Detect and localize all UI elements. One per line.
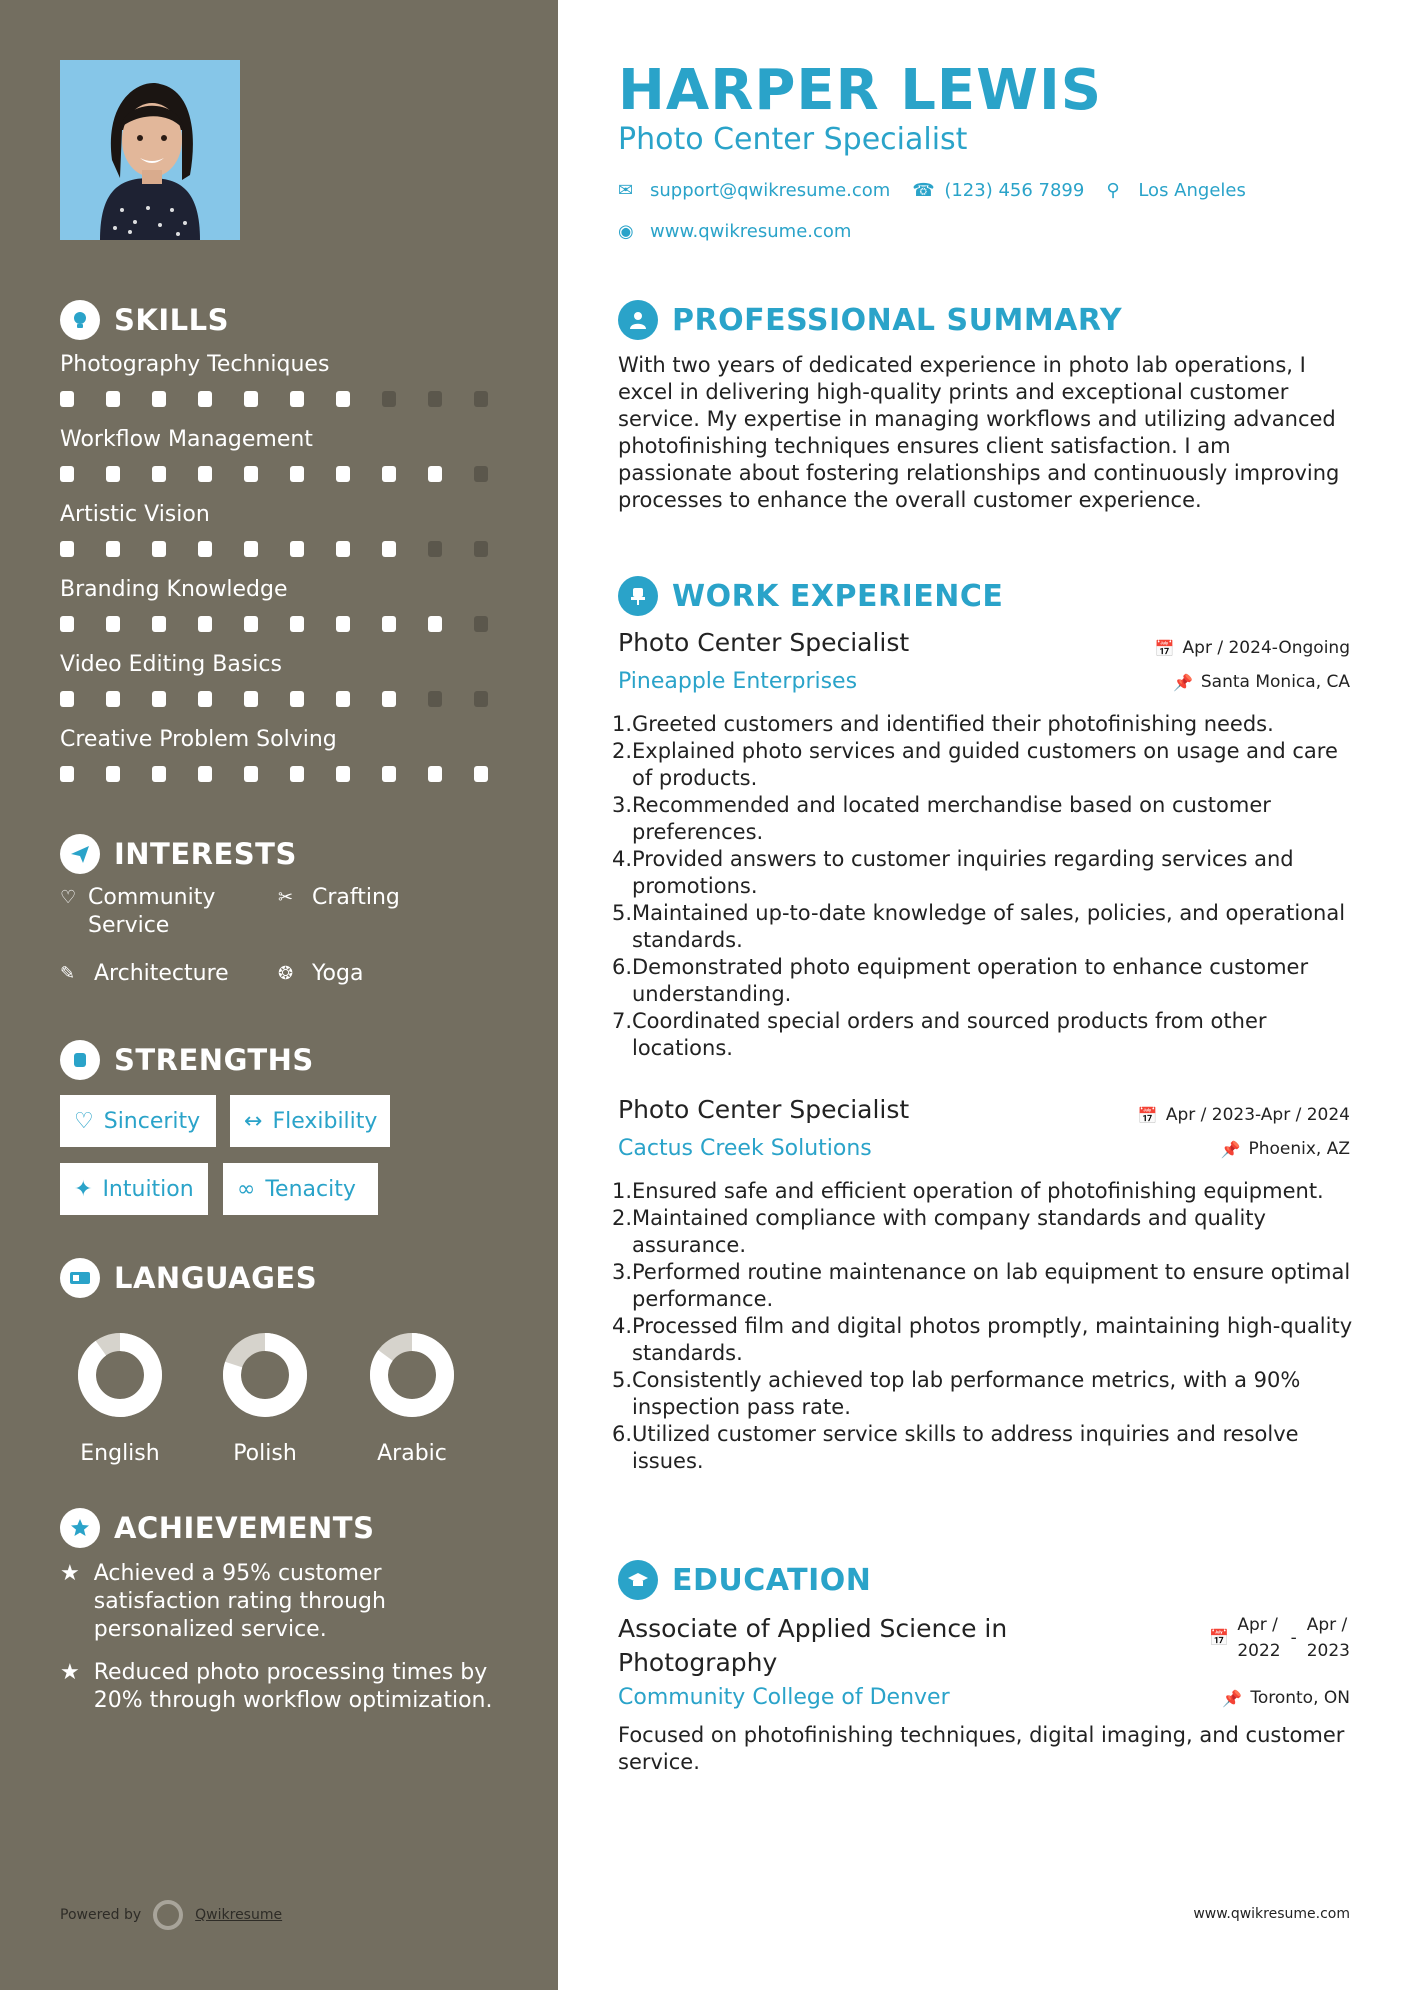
bullet-text: Recommended and located merchandise based on customer preferences. bbox=[632, 793, 1271, 844]
job-bullet bbox=[612, 1178, 1358, 1205]
achievement-item bbox=[60, 1659, 500, 1715]
website-row bbox=[618, 221, 851, 242]
strengths-header bbox=[60, 1040, 314, 1080]
paper-plane-icon bbox=[60, 834, 100, 874]
profile-photo bbox=[60, 60, 240, 240]
skill-dot bbox=[382, 541, 396, 557]
skill-dot bbox=[474, 466, 488, 482]
skill-name: Creative Problem Solving bbox=[60, 727, 337, 752]
skill-item bbox=[60, 652, 500, 707]
skill-dot bbox=[290, 691, 304, 707]
language-donut bbox=[362, 1325, 462, 1425]
shooting-star-icon: ★ bbox=[60, 1561, 80, 1586]
job-bullets bbox=[612, 1178, 1358, 1475]
school-name: Community College of Denver bbox=[618, 1685, 950, 1710]
interest-item bbox=[278, 960, 478, 988]
skill-item bbox=[60, 352, 500, 407]
job-location-text: Santa Monica, CA bbox=[1200, 672, 1350, 692]
language-donut bbox=[70, 1325, 170, 1425]
skill-dot bbox=[336, 616, 350, 632]
skill-dot bbox=[428, 691, 442, 707]
skill-dot bbox=[60, 616, 74, 632]
lightbulb-icon bbox=[60, 300, 100, 340]
skill-dot bbox=[244, 391, 258, 407]
job-role: Photo Center Specialist bbox=[618, 628, 910, 657]
bullet-number: 1. bbox=[612, 1179, 633, 1203]
skill-dot bbox=[198, 541, 212, 557]
job-dates-text: Apr / 2023-Apr / 2024 bbox=[1165, 1105, 1350, 1125]
education-date-start bbox=[1237, 1612, 1280, 1664]
achievement-text: Achieved a 95% customer satisfaction rating through personalized service. bbox=[93, 1561, 386, 1642]
skill-dot bbox=[290, 466, 304, 482]
skill-dot bbox=[428, 466, 442, 482]
strength-chip bbox=[60, 1095, 216, 1147]
office-chair-icon bbox=[618, 576, 658, 616]
language-name: Arabic bbox=[377, 1441, 447, 1466]
bullet-number: 6. bbox=[612, 955, 633, 979]
qwikresume-link[interactable]: Qwikresume bbox=[195, 1907, 283, 1923]
job-bullet bbox=[612, 792, 1358, 846]
job-bullet bbox=[612, 1259, 1358, 1313]
summary-title: PROFESSIONAL SUMMARY bbox=[672, 302, 1123, 338]
skill-dot bbox=[60, 541, 74, 557]
skill-dot bbox=[106, 616, 120, 632]
skills-header bbox=[60, 300, 229, 340]
skill-dot bbox=[152, 766, 166, 782]
calendar-icon: 📅 bbox=[1154, 638, 1175, 658]
strength-label: Sincerity bbox=[103, 1108, 201, 1134]
skill-dot bbox=[106, 391, 120, 407]
skill-dot bbox=[60, 391, 74, 407]
language-donut-fill bbox=[87, 1342, 153, 1408]
skill-dot bbox=[106, 691, 120, 707]
bullet-text: Greeted customers and identified their photofinishing needs. bbox=[632, 712, 1274, 736]
achievements-title: ACHIEVEMENTS bbox=[114, 1511, 375, 1545]
powered-by bbox=[60, 1900, 282, 1930]
skill-dot bbox=[198, 466, 212, 482]
education-title: EDUCATION bbox=[672, 1562, 872, 1598]
shooting-star-icon: ★ bbox=[60, 1660, 80, 1685]
bullet-number: 4. bbox=[612, 1314, 633, 1338]
skill-dot bbox=[152, 541, 166, 557]
skill-dot bbox=[474, 541, 488, 557]
skill-name: Workflow Management bbox=[60, 427, 313, 452]
bullet-number: 6. bbox=[612, 1422, 633, 1446]
skill-rating bbox=[60, 616, 500, 632]
strength-chip bbox=[223, 1163, 378, 1215]
strength-label: Intuition bbox=[102, 1176, 194, 1202]
job-dates bbox=[1138, 1105, 1350, 1125]
user-icon bbox=[618, 300, 658, 340]
job-bullet bbox=[612, 954, 1358, 1008]
skill-item bbox=[60, 577, 500, 632]
language-card-icon bbox=[60, 1258, 100, 1298]
skill-dot bbox=[198, 691, 212, 707]
powered-by-label: Powered by bbox=[60, 1907, 142, 1923]
job-location bbox=[1173, 672, 1350, 692]
skill-rating bbox=[60, 766, 500, 782]
map-pin-icon: ⚲ bbox=[1106, 180, 1120, 201]
skill-dot bbox=[336, 691, 350, 707]
strengths-title: STRENGTHS bbox=[114, 1043, 314, 1077]
language-donut bbox=[215, 1325, 315, 1425]
bullet-number: 2. bbox=[612, 739, 633, 763]
footer-url[interactable]: www.qwikresume.com bbox=[1193, 1906, 1350, 1922]
degree-title bbox=[618, 1612, 1007, 1680]
education-date-end bbox=[1307, 1612, 1350, 1664]
fist-icon bbox=[60, 1040, 100, 1080]
education-date-start-month: Apr / bbox=[1237, 1615, 1278, 1635]
skill-dot bbox=[474, 766, 488, 782]
strength-label: Flexibility bbox=[272, 1108, 378, 1134]
qwikresume-logo-icon bbox=[153, 1900, 183, 1930]
education-header bbox=[618, 1560, 871, 1600]
skill-dot bbox=[382, 391, 396, 407]
strength-chip bbox=[230, 1095, 390, 1147]
contact-location: Los Angeles bbox=[1138, 180, 1246, 201]
bullet-number: 5. bbox=[612, 1368, 633, 1392]
skill-dot bbox=[382, 616, 396, 632]
job-company: Pineapple Enterprises bbox=[618, 669, 858, 694]
skill-item bbox=[60, 727, 500, 782]
education-date-end-year: 2023 bbox=[1306, 1641, 1350, 1661]
bullet-text: Ensured safe and efficient operation of photofinishing equipment. bbox=[632, 1179, 1324, 1203]
bullet-number: 4. bbox=[612, 847, 633, 871]
language-item bbox=[60, 1325, 180, 1466]
language-item bbox=[205, 1325, 325, 1466]
strength-label: Tenacity bbox=[265, 1176, 356, 1202]
skill-dot bbox=[336, 541, 350, 557]
calendar-icon: 📅 bbox=[1137, 1105, 1158, 1125]
skill-dot bbox=[244, 541, 258, 557]
phone-icon: ☎ bbox=[912, 180, 935, 201]
languages-header bbox=[60, 1258, 317, 1298]
skill-dot bbox=[290, 391, 304, 407]
experience-title: WORK EXPERIENCE bbox=[672, 578, 1004, 614]
skills-title: SKILLS bbox=[114, 303, 229, 337]
bullet-text: Maintained compliance with company standards and quality assurance. bbox=[632, 1206, 1266, 1257]
job-bullet bbox=[612, 1367, 1358, 1421]
education-date-sep: - bbox=[1290, 1628, 1297, 1648]
skill-name: Video Editing Basics bbox=[60, 652, 282, 677]
education-dates bbox=[1209, 1612, 1350, 1664]
skill-dot bbox=[106, 541, 120, 557]
pin-icon: 📌 bbox=[1222, 1688, 1243, 1708]
job-bullet bbox=[612, 1205, 1358, 1259]
summary-header bbox=[618, 300, 1122, 340]
job-role: Photo Center Specialist bbox=[618, 1095, 910, 1124]
skill-rating bbox=[60, 391, 500, 407]
envelope-icon: ✉ bbox=[618, 180, 634, 201]
bullet-number: 2. bbox=[612, 1206, 633, 1230]
interest-item bbox=[60, 960, 260, 988]
interest-item bbox=[60, 884, 250, 940]
skill-dot bbox=[428, 766, 442, 782]
degree-line-1: Associate of Applied Science in bbox=[618, 1614, 1008, 1643]
interest-label: Community Service bbox=[88, 885, 216, 938]
contact-phone[interactable]: (123) 456 7899 bbox=[944, 180, 1085, 201]
contact-email[interactable]: support@qwikresume.com bbox=[650, 180, 891, 201]
skill-rating bbox=[60, 691, 500, 707]
skill-dot bbox=[290, 616, 304, 632]
skill-dot bbox=[60, 766, 74, 782]
skill-dot bbox=[336, 766, 350, 782]
candidate-name: HARPER LEWIS bbox=[618, 58, 1103, 123]
experience-header bbox=[618, 576, 1003, 616]
main-content bbox=[558, 0, 1407, 1990]
bullet-text: Demonstrated photo equipment operation to enhance customer understanding. bbox=[632, 955, 1309, 1006]
job-location-text: Phoenix, AZ bbox=[1248, 1139, 1350, 1159]
bullet-number: 3. bbox=[612, 1260, 633, 1284]
degree-line-2: Photography bbox=[618, 1648, 778, 1677]
skill-dot bbox=[290, 541, 304, 557]
education-date-start-year: 2022 bbox=[1237, 1641, 1281, 1661]
summary-text: With two years of dedicated experience in photo lab operations, I excel in delivering high-quality prints and exceptional customer service. My expertise in managing workflows and utilizing advanced photofinishing techniques ensures client satisfaction. I am passionate about fostering relationships and continuously improving processes to enhance the overall customer experience. bbox=[618, 353, 1340, 512]
job-bullet bbox=[612, 1008, 1358, 1062]
skill-dot bbox=[152, 616, 166, 632]
bullet-text: Utilized customer service skills to address inquiries and resolve issues. bbox=[632, 1422, 1299, 1473]
skill-dot bbox=[474, 616, 488, 632]
hands-icon: ♡ bbox=[60, 887, 77, 908]
education-location-text: Toronto, ON bbox=[1250, 1688, 1350, 1708]
job-bullet bbox=[612, 846, 1358, 900]
skill-dot bbox=[474, 391, 488, 407]
strength-chip bbox=[60, 1163, 208, 1215]
interest-item bbox=[278, 884, 478, 912]
skill-dot bbox=[428, 541, 442, 557]
bullet-text: Maintained up-to-date knowledge of sales, policies, and operational standards. bbox=[632, 901, 1346, 952]
job-bullet bbox=[612, 900, 1358, 954]
skill-dot bbox=[244, 766, 258, 782]
skill-dot bbox=[336, 466, 350, 482]
contact-website[interactable]: www.qwikresume.com bbox=[650, 221, 852, 242]
candidate-title: Photo Center Specialist bbox=[618, 122, 968, 157]
job-bullets bbox=[612, 711, 1358, 1062]
education-text: Focused on photofinishing techniques, digital imaging, and customer service. bbox=[618, 1723, 1345, 1774]
bullet-number: 5. bbox=[612, 901, 633, 925]
skill-dot bbox=[428, 391, 442, 407]
achievement-text: Reduced photo processing times by 20% through workflow optimization. bbox=[93, 1660, 493, 1713]
skill-dot bbox=[382, 766, 396, 782]
education-date-end-month: Apr / bbox=[1306, 1615, 1348, 1635]
interest-label: Crafting bbox=[312, 885, 400, 910]
job-company: Cactus Creek Solutions bbox=[618, 1136, 872, 1161]
bullet-number: 7. bbox=[612, 1009, 633, 1033]
job-location bbox=[1221, 1139, 1350, 1159]
job-bullet bbox=[612, 1313, 1358, 1367]
job-dates-text: Apr / 2024-Ongoing bbox=[1182, 638, 1350, 658]
education-location bbox=[1222, 1688, 1350, 1708]
skill-dot bbox=[244, 691, 258, 707]
contact-row bbox=[618, 180, 1246, 201]
skill-dot bbox=[60, 466, 74, 482]
ruler-pencil-icon: ✎ bbox=[60, 963, 76, 984]
lifebuoy-icon: ❂ bbox=[278, 963, 294, 984]
interests-title: INTERESTS bbox=[114, 837, 297, 871]
bullet-number: 3. bbox=[612, 793, 633, 817]
bullet-text: Processed film and digital photos promptly, maintaining high-quality standards. bbox=[632, 1314, 1353, 1365]
sidebar bbox=[0, 0, 558, 1990]
bullet-text: Coordinated special orders and sourced products from other locations. bbox=[632, 1009, 1267, 1060]
calendar-icon: 📅 bbox=[1209, 1628, 1230, 1647]
skill-dot bbox=[382, 466, 396, 482]
language-item bbox=[352, 1325, 472, 1466]
skill-dot bbox=[244, 466, 258, 482]
pin-icon: 📌 bbox=[1172, 672, 1193, 692]
skill-dot bbox=[428, 616, 442, 632]
bullet-text: Explained photo services and guided customers on usage and care of products. bbox=[632, 739, 1338, 790]
bullet-text: Consistently achieved top lab performance metrics, with a 90% inspection pass rate. bbox=[632, 1368, 1301, 1419]
skill-dot bbox=[198, 766, 212, 782]
skill-name: Branding Knowledge bbox=[60, 577, 288, 602]
skill-dot bbox=[152, 691, 166, 707]
bullet-text: Performed routine maintenance on lab equipment to ensure optimal performance. bbox=[632, 1260, 1351, 1311]
link-icon: ∞ bbox=[237, 1176, 256, 1202]
globe-icon: ◉ bbox=[618, 221, 634, 242]
skill-dot bbox=[382, 691, 396, 707]
star-badge-icon bbox=[60, 1508, 100, 1548]
interests-header bbox=[60, 834, 297, 874]
arrows-h-icon: ↔ bbox=[244, 1108, 263, 1134]
job-bullet bbox=[612, 711, 1358, 738]
interest-label: Architecture bbox=[94, 961, 229, 986]
scissors-icon: ✂ bbox=[278, 887, 294, 908]
magic-wand-icon: ✦ bbox=[74, 1176, 93, 1202]
achievements-header bbox=[60, 1508, 374, 1548]
skill-dot bbox=[336, 391, 350, 407]
language-name: Polish bbox=[233, 1441, 297, 1466]
graduation-cap-icon bbox=[618, 1560, 658, 1600]
skill-dot bbox=[106, 766, 120, 782]
skill-dot bbox=[198, 391, 212, 407]
languages-title: LANGUAGES bbox=[114, 1261, 318, 1295]
pin-icon: 📌 bbox=[1220, 1139, 1241, 1159]
skill-name: Artistic Vision bbox=[60, 502, 210, 527]
skill-dot bbox=[290, 766, 304, 782]
skill-dot bbox=[474, 691, 488, 707]
skill-dot bbox=[152, 391, 166, 407]
skill-dot bbox=[198, 616, 212, 632]
skill-item bbox=[60, 502, 500, 557]
language-name: English bbox=[80, 1441, 160, 1466]
skill-dot bbox=[106, 466, 120, 482]
heart-icon: ♡ bbox=[74, 1108, 94, 1134]
skill-item bbox=[60, 427, 500, 482]
job-bullet bbox=[612, 1421, 1358, 1475]
skill-dot bbox=[60, 691, 74, 707]
skill-rating bbox=[60, 466, 500, 482]
interest-label: Yoga bbox=[312, 961, 364, 986]
job-dates bbox=[1155, 638, 1350, 658]
skill-rating bbox=[60, 541, 500, 557]
achievement-item bbox=[60, 1560, 500, 1644]
bullet-text: Provided answers to customer inquiries regarding services and promotions. bbox=[632, 847, 1294, 898]
job-bullet bbox=[612, 738, 1358, 792]
skill-dot bbox=[244, 616, 258, 632]
bullet-number: 1. bbox=[612, 712, 633, 736]
skill-dot bbox=[152, 466, 166, 482]
skill-name: Photography Techniques bbox=[60, 352, 330, 377]
